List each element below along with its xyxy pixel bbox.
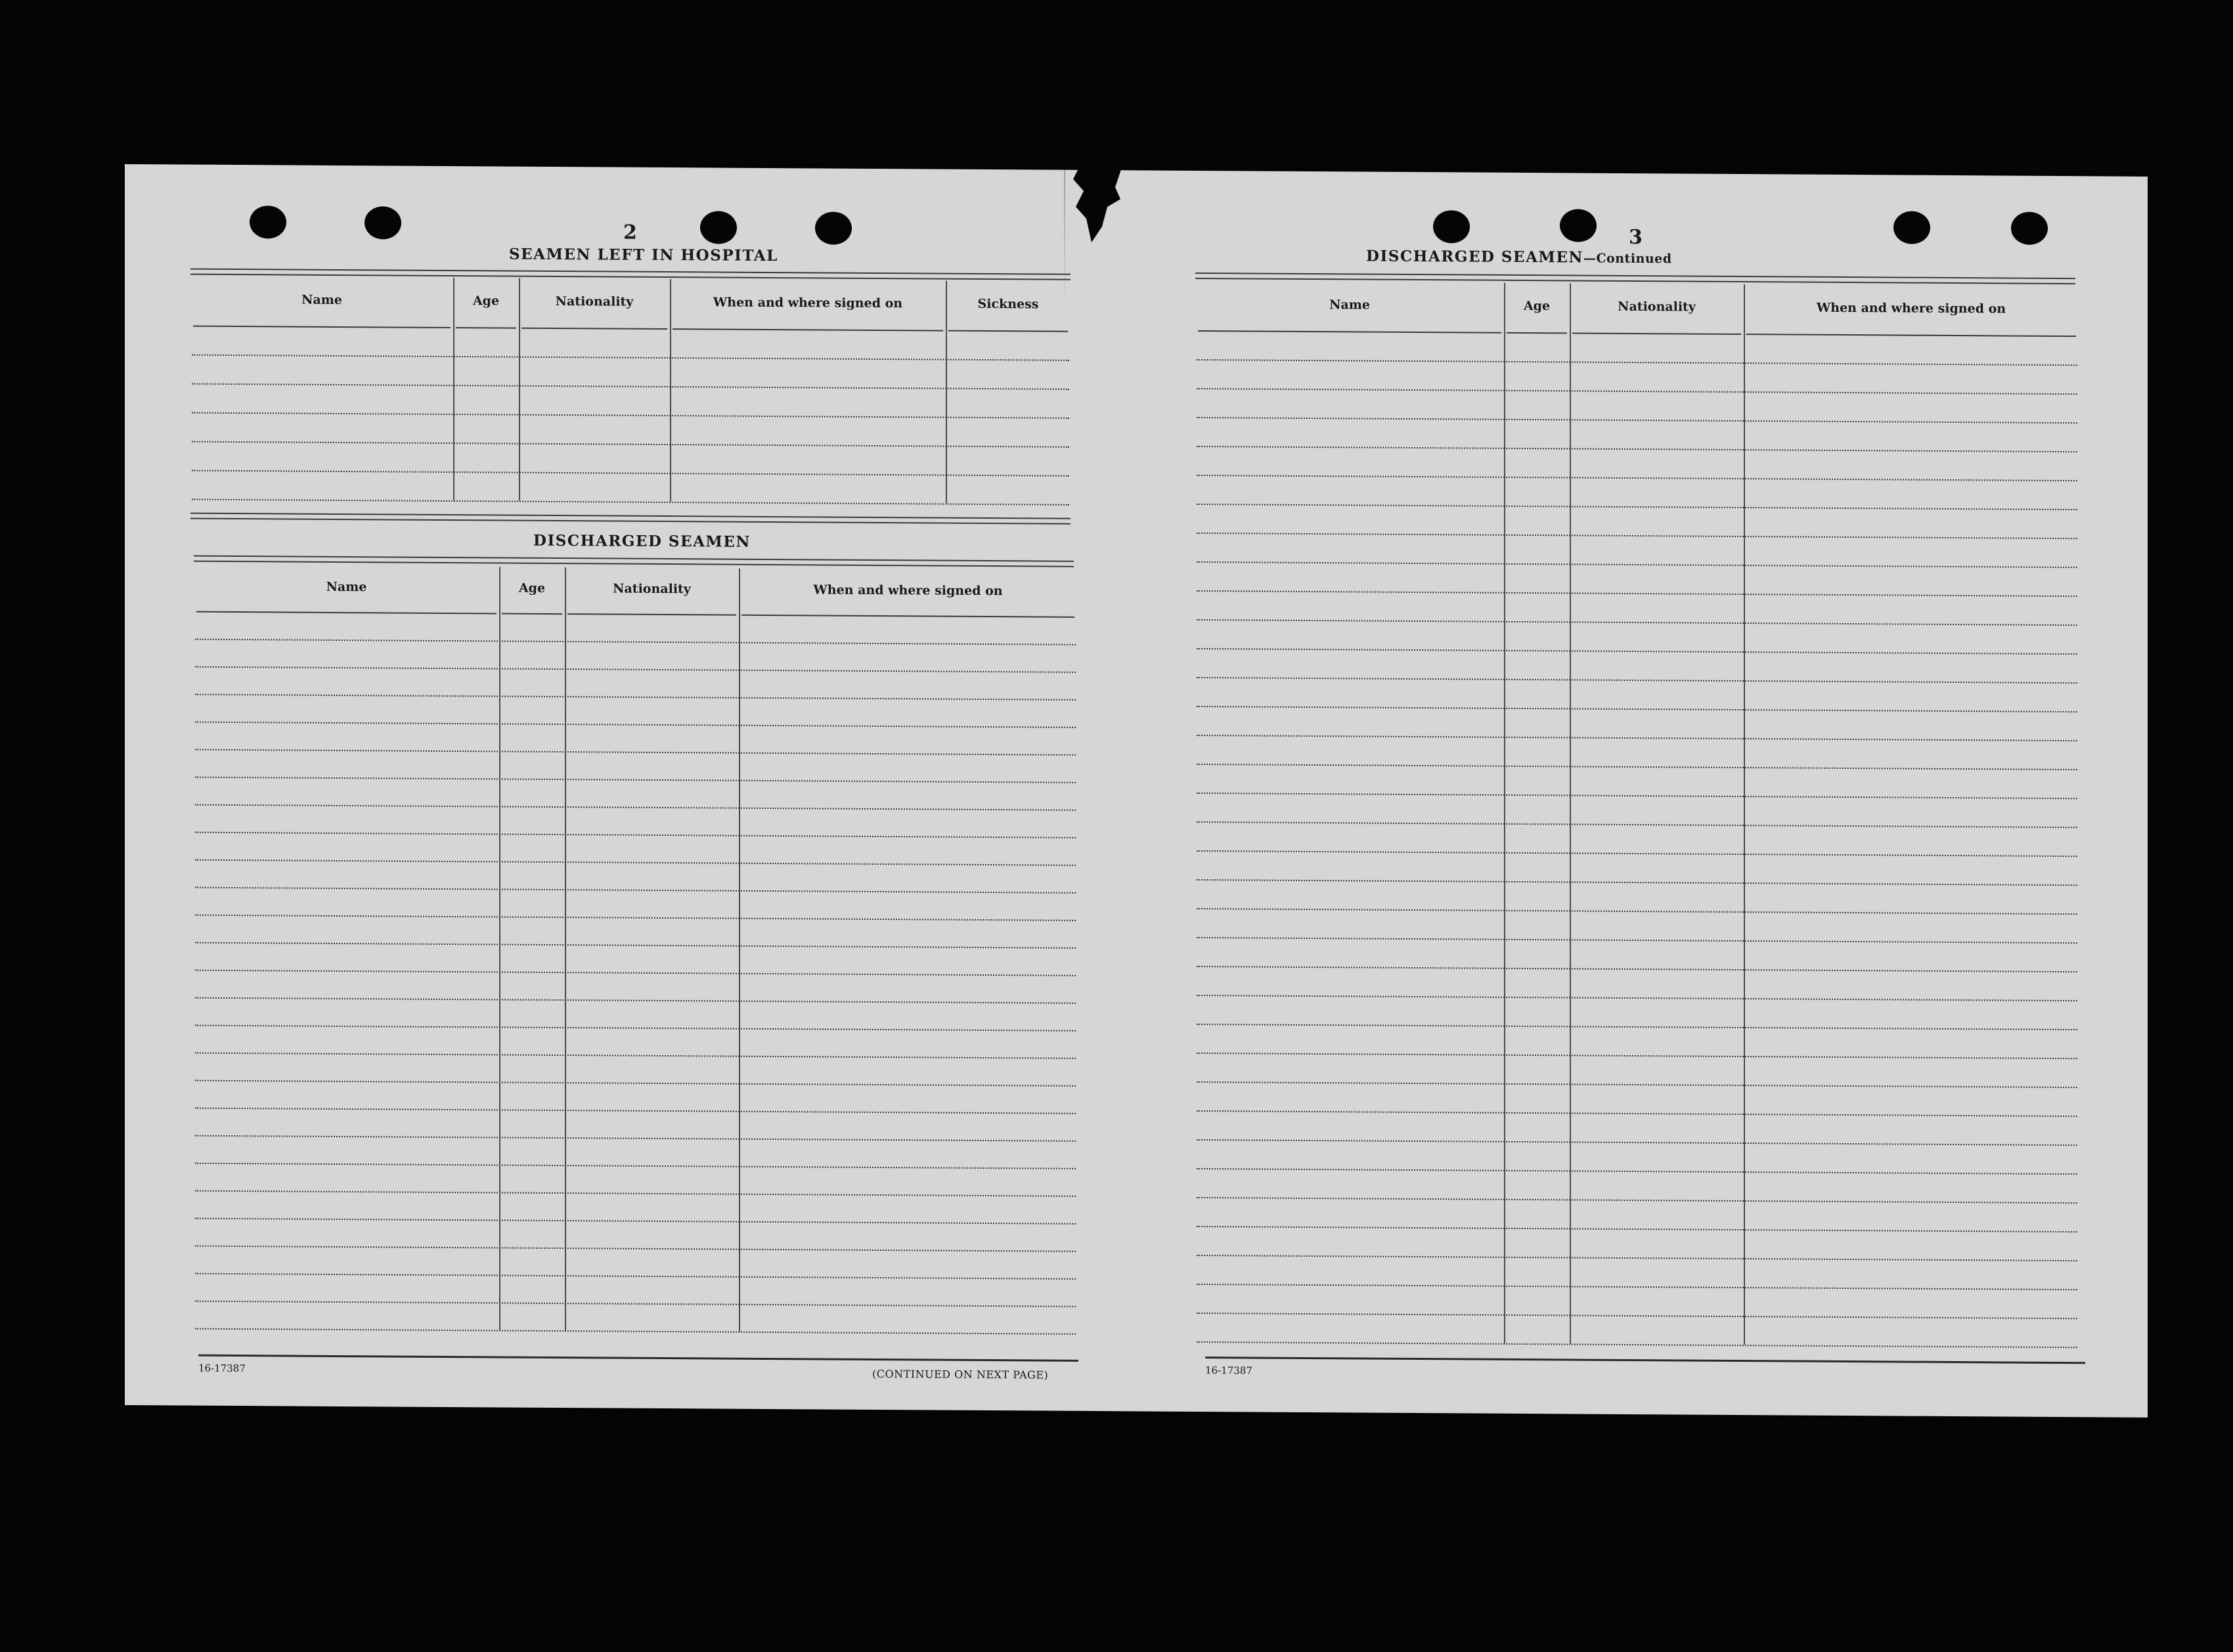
right-form-code: 16-17387 — [1205, 1364, 1252, 1377]
continued-title-suffix: —Continued — [1583, 251, 1672, 267]
continued-section-title — [1366, 248, 1672, 267]
entry-row-line — [195, 1190, 1076, 1197]
column-header: Age — [472, 293, 500, 308]
entry-row-line — [1197, 850, 2077, 857]
left-form-code: 16-17387 — [198, 1362, 246, 1375]
header-underline — [567, 613, 736, 616]
entry-row-line — [1197, 677, 2077, 684]
entry-row-line — [195, 1025, 1076, 1032]
continued-note: (CONTINUED ON NEXT PAGE) — [872, 1367, 1049, 1381]
column-header: Sickness — [977, 296, 1039, 312]
entry-row-line — [195, 1163, 1076, 1169]
entry-row-line — [195, 832, 1076, 838]
header-underline — [1198, 330, 1501, 334]
entry-row-line — [192, 470, 1069, 477]
entry-row-line — [195, 694, 1076, 701]
entry-row-line — [1197, 590, 2077, 597]
header-underline — [948, 330, 1068, 332]
entry-row-line — [195, 970, 1076, 976]
entry-row-line — [1197, 1168, 2077, 1175]
entry-row-line — [192, 383, 1069, 390]
entry-row-line — [1197, 793, 2077, 799]
punch-hole — [1433, 210, 1470, 243]
column-header: Nationality — [613, 581, 691, 597]
entry-row-line — [1197, 388, 2077, 395]
entry-row-line — [1197, 1341, 2077, 1348]
entry-row-line — [1197, 879, 2077, 886]
entry-row-line — [1197, 446, 2077, 452]
entry-row-line — [195, 1080, 1076, 1087]
entry-row-line — [1197, 417, 2077, 424]
entry-row-line — [195, 1135, 1076, 1142]
discharged-table — [194, 565, 1077, 1385]
entry-row-line — [195, 1218, 1076, 1225]
entry-row-line — [195, 1246, 1076, 1252]
header-underline — [193, 326, 451, 328]
right-page-number: 3 — [1629, 225, 1643, 250]
column-header: Name — [301, 292, 342, 307]
entry-row-line — [195, 804, 1076, 811]
entry-row-line — [195, 777, 1076, 783]
header-underline — [196, 611, 497, 615]
entry-row-line — [1197, 1197, 2077, 1204]
punch-hole — [1893, 211, 1930, 244]
punch-hole — [1560, 209, 1597, 242]
entry-row-line — [1197, 1284, 2077, 1290]
entry-row-line — [1197, 821, 2077, 828]
column-header: Nationality — [555, 293, 634, 309]
column-header: Age — [518, 580, 546, 596]
column-header: Age — [1523, 298, 1551, 313]
punch-hole — [250, 206, 286, 238]
column-divider — [1744, 284, 1745, 1345]
header-underline — [456, 327, 516, 329]
column-divider — [739, 569, 740, 1332]
entry-row-line — [195, 1108, 1076, 1114]
punch-hole — [2011, 212, 2048, 245]
entry-row-line — [195, 859, 1076, 866]
header-underline — [1507, 332, 1567, 334]
entry-row-line — [1197, 1024, 2077, 1030]
entry-row-line — [192, 499, 1069, 506]
entry-row-line — [1197, 1313, 2077, 1319]
header-underline — [1572, 332, 1741, 335]
entry-row-line — [1197, 966, 2077, 972]
header-underline — [741, 615, 1074, 618]
column-divider — [499, 567, 500, 1330]
entry-row-line — [1197, 1081, 2077, 1088]
paper-tear — [1071, 163, 1123, 242]
entry-row-line — [195, 887, 1076, 894]
entry-row-line — [1197, 475, 2077, 481]
entry-row-line — [192, 441, 1069, 448]
punch-hole — [700, 211, 737, 244]
column-header: Name — [1329, 297, 1370, 313]
column-divider — [519, 278, 520, 501]
entry-row-line — [1197, 764, 2077, 770]
ledger-sheet — [125, 164, 2148, 1418]
entry-row-line — [1197, 1110, 2077, 1117]
column-header: When and where signed on — [813, 582, 1003, 599]
discharged-section-title: DISCHARGED SEAMEN — [533, 531, 751, 551]
entry-row-line — [1197, 995, 2077, 1001]
header-underline — [521, 328, 667, 330]
entry-row-line — [195, 1301, 1076, 1307]
entry-row-line — [195, 915, 1076, 921]
entry-row-line — [1197, 908, 2077, 915]
hospital-section-title: SEAMEN LEFT IN HOSPITAL — [509, 245, 778, 265]
entry-row-line — [195, 942, 1076, 949]
column-divider — [453, 278, 454, 500]
entry-row-line — [195, 1053, 1076, 1059]
entry-row-line — [1197, 561, 2077, 568]
entry-row-line — [1197, 1255, 2077, 1261]
header-underline — [1746, 334, 2076, 337]
entry-row-line — [1197, 504, 2077, 510]
entry-row-line — [1197, 359, 2077, 366]
column-divider — [670, 279, 671, 502]
column-header: When and where signed on — [713, 294, 903, 311]
column-divider — [565, 567, 566, 1330]
continued-title-main: DISCHARGED SEAMEN — [1366, 247, 1583, 267]
column-divider — [1570, 283, 1571, 1343]
entry-row-line — [195, 749, 1076, 756]
entry-row-line — [195, 997, 1076, 1004]
entry-row-line — [1197, 706, 2077, 712]
entry-row-line — [195, 1328, 1076, 1335]
entry-row-line — [1197, 1139, 2077, 1146]
left-page-number: 2 — [623, 221, 637, 244]
entry-row-line — [1197, 937, 2077, 944]
entry-row-line — [1197, 648, 2077, 655]
header-underline — [502, 613, 562, 615]
entry-row-line — [1197, 1226, 2077, 1232]
entry-row-line — [192, 412, 1069, 419]
column-divider — [1504, 283, 1505, 1343]
punch-hole — [365, 206, 401, 239]
entry-row-line — [195, 1273, 1076, 1280]
hospital-table — [190, 276, 1071, 525]
entry-row-line — [192, 355, 1069, 361]
entry-row-line — [195, 722, 1076, 728]
entry-row-line — [1197, 1053, 2077, 1059]
header-underline — [673, 328, 943, 332]
entry-row-line — [1197, 735, 2077, 741]
entry-row-line — [1197, 533, 2077, 539]
column-header: Name — [326, 579, 367, 595]
punch-hole — [815, 211, 852, 244]
entry-row-line — [195, 666, 1076, 673]
column-divider — [946, 281, 947, 504]
entry-row-line — [1197, 619, 2077, 626]
continued-table — [1195, 281, 2079, 1376]
column-header: When and where signed on — [1816, 300, 2006, 316]
entry-row-line — [195, 639, 1076, 645]
column-header: Nationality — [1618, 299, 1696, 315]
